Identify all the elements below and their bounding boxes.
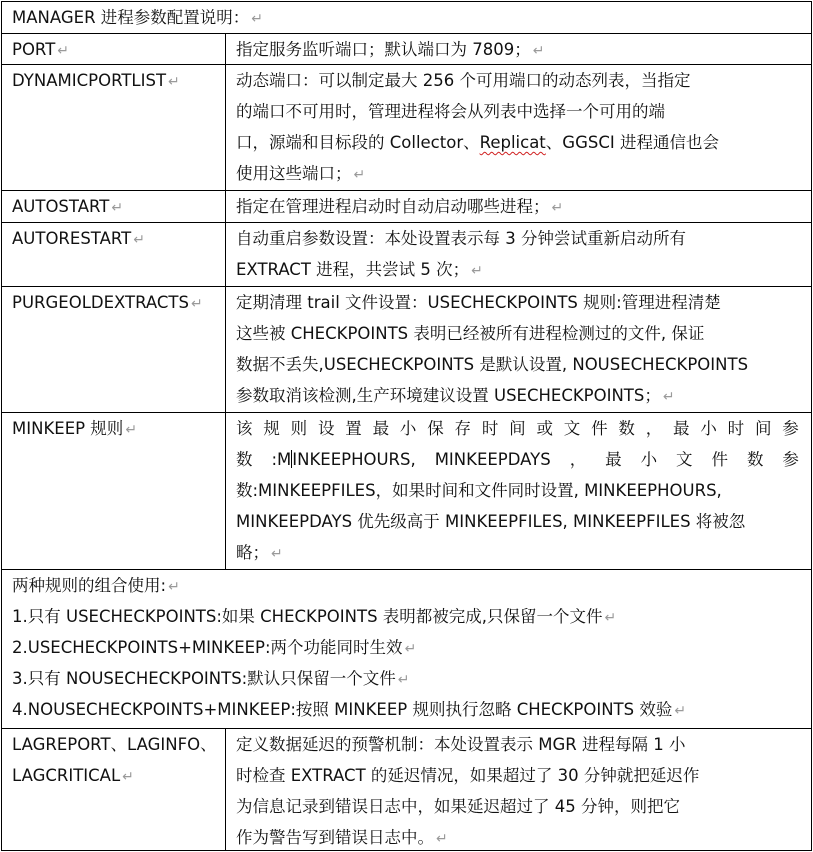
paragraph-mark-icon: ↵ bbox=[122, 769, 134, 785]
paragraph-mark-icon: ↵ bbox=[662, 389, 675, 405]
desc-line: 作为警告写到错误日志中。 ↵ bbox=[236, 828, 448, 847]
param-name: PORT bbox=[12, 40, 56, 59]
param-name: PURGEOLDEXTRACTS bbox=[12, 293, 189, 312]
paragraph-mark-icon: ↵ bbox=[125, 422, 138, 438]
desc-cell-lag bbox=[225, 728, 812, 851]
desc-line: 动态端口：可以制定最大 256 个可用端口的动态列表，当指定 bbox=[236, 71, 691, 90]
combo-item: 1.只有 USECHECKPOINTS:如果 CHECKPOINTS 表明都被完成,只保留一个文件 ↵ bbox=[12, 607, 617, 626]
desc-line: EXTRACT 进程，共尝试 5 次； ↵ bbox=[236, 260, 483, 279]
desc-line: 参数取消该检测,生产环境建议设置 USECHECKPOINTS； ↵ bbox=[236, 386, 675, 405]
paragraph-mark-icon: ↵ bbox=[168, 579, 180, 595]
table-title: MANAGER 进程参数配置说明： bbox=[12, 8, 250, 27]
param-cell-purgeoldextracts bbox=[1, 286, 226, 413]
paragraph-mark-icon: ↵ bbox=[404, 641, 417, 657]
desc-line: 自动重启参数设置：本处设置表示每 3 分钟尝试重新启动所有 bbox=[236, 229, 686, 248]
desc-line: 时检查 EXTRACT 的延迟情况，如果超过了 30 分钟就把延迟作 bbox=[236, 766, 700, 785]
desc-cell-dynamicportlist bbox=[225, 64, 812, 191]
desc-line: 这些被 CHECKPOINTS 表明已经被所有进程检测过的文件, 保证 bbox=[236, 324, 705, 343]
desc-line: 为信息记录到错误日志中，如果延迟超过了 45 分钟，则把它 bbox=[236, 797, 680, 816]
desc-line: 的端口不可用时，管理进程将会从列表中选择一个可用的端 bbox=[236, 102, 665, 121]
paragraph-mark-icon: ↵ bbox=[168, 74, 180, 90]
desc-cell-autostart bbox=[225, 190, 812, 223]
combo-item: 2.USECHECKPOINTS+MINKEEP:两个功能同时生效 ↵ bbox=[12, 638, 417, 657]
param-cell-autostart bbox=[1, 190, 226, 223]
table-title-cell bbox=[1, 1, 812, 34]
desc-line-justified: 该 规 则 设 置 最 小 保 存 时 间 或 文 件 数 ， 最 小 时 间 参 bbox=[236, 419, 799, 438]
paragraph-mark-icon: ↵ bbox=[532, 43, 545, 59]
desc-line: 口，源端和目标段的 Collector、Replicat、GGSCI 进程通信也会 bbox=[236, 133, 719, 152]
param-name: MINKEEP 规则 bbox=[12, 419, 124, 438]
param-cell-lag bbox=[1, 728, 226, 851]
desc-cell-port bbox=[225, 33, 812, 65]
param-name: DYNAMICPORTLIST bbox=[12, 71, 167, 90]
paragraph-mark-icon: ↵ bbox=[353, 167, 366, 183]
param-cell-autorestart bbox=[1, 222, 226, 287]
text-with-cursor[interactable]: :MINKEEPHOURS, bbox=[271, 450, 416, 469]
paragraph-mark-icon: ↵ bbox=[436, 831, 448, 847]
param-cell-minkeep bbox=[1, 412, 226, 570]
desc-line: 定期清理 trail 文件设置：USECHECKPOINTS 规则:管理进程清楚 bbox=[236, 293, 721, 312]
desc-line: MINKEEPDAYS 优先级高于 MINKEEPFILES, MINKEEPFILES 将被忽 bbox=[236, 512, 746, 531]
combo-rules-cell bbox=[1, 569, 812, 729]
paragraph-mark-icon: ↵ bbox=[133, 232, 145, 248]
desc-cell-autorestart bbox=[225, 222, 812, 287]
desc-cell-minkeep bbox=[225, 412, 812, 570]
param-cell-dynamicportlist bbox=[1, 64, 226, 191]
desc-line-justified: 数 :MINKEEPHOURS, MINKEEPDAYS ， 最 小 文 件 数 参 bbox=[236, 444, 811, 475]
param-name: AUTORESTART bbox=[12, 229, 132, 248]
param-description: 指定服务监听端口；默认端口为 7809； bbox=[236, 40, 531, 59]
combo-heading: 两种规则的组合使用: ↵ bbox=[12, 576, 180, 595]
desc-line: 定义数据延迟的预警机制：本处设置表示 MGR 进程每隔 1 小 bbox=[236, 735, 686, 754]
paragraph-mark-icon: ↵ bbox=[271, 546, 283, 562]
desc-cell-purgeoldextracts bbox=[225, 286, 812, 413]
desc-line: 使用这些端口； ↵ bbox=[236, 164, 366, 183]
paragraph-mark-icon: ↵ bbox=[111, 200, 124, 216]
paragraph-mark-icon: ↵ bbox=[397, 672, 410, 688]
paragraph-mark-icon: ↵ bbox=[251, 11, 264, 27]
param-name-line: LAGCRITICAL ↵ bbox=[12, 766, 134, 785]
paragraph-mark-icon: ↵ bbox=[471, 263, 483, 279]
paragraph-mark-icon: ↵ bbox=[604, 610, 617, 626]
combo-item: 4.NOUSECHECKPOINTS+MINKEEP:按照 MINKEEP 规则执行忽略 CHECKPOINTS 效验 ↵ bbox=[12, 700, 687, 719]
combo-item: 3.只有 NOUSECHECKPOINTS:默认只保留一个文件 ↵ bbox=[12, 669, 410, 688]
param-name: AUTOSTART bbox=[12, 197, 110, 216]
spellcheck-underlined-word: Replicat bbox=[479, 133, 546, 152]
paragraph-mark-icon: ↵ bbox=[551, 200, 564, 216]
paragraph-mark-icon: ↵ bbox=[190, 296, 203, 312]
desc-line: 数:MINKEEPFILES，如果时间和文件同时设置, MINKEEPHOURS, bbox=[236, 481, 722, 500]
param-description: 指定在管理进程启动时自动启动哪些进程； bbox=[236, 197, 550, 216]
paragraph-mark-icon: ↵ bbox=[57, 43, 70, 59]
desc-line: 略； ↵ bbox=[236, 543, 283, 562]
desc-line: 数据不丢失,USECHECKPOINTS 是默认设置, NOUSECHECKPOINTS bbox=[236, 355, 749, 374]
param-name-line: LAGREPORT、LAGINFO、 bbox=[12, 735, 217, 754]
paragraph-mark-icon: ↵ bbox=[674, 703, 687, 719]
param-cell-port bbox=[1, 33, 226, 65]
